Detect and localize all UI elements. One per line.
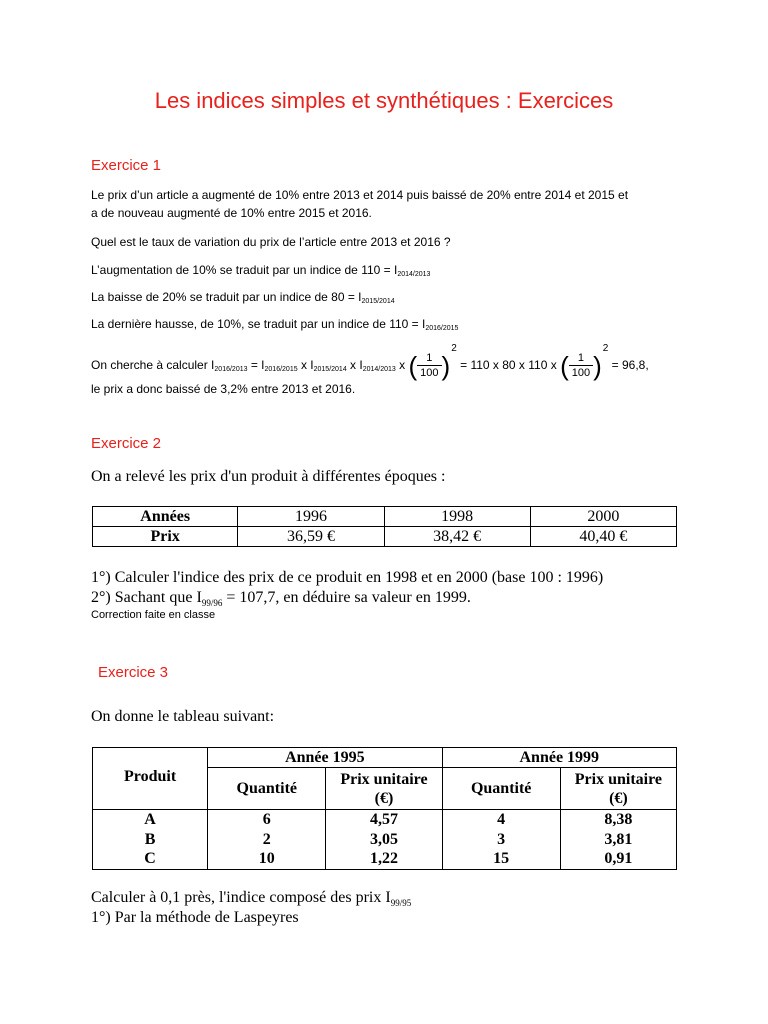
fraction	[569, 351, 593, 380]
fraction-denominator: 100	[420, 367, 439, 380]
close-paren: )	[441, 350, 451, 381]
table-cell: B	[93, 830, 208, 850]
exercise-1-line-increase	[91, 261, 681, 284]
header-quantite-1995: Quantité	[208, 768, 326, 810]
statement-line-2: a de nouveau augmenté de 10% entre 2015 et 2016.	[91, 206, 372, 220]
exercise-3-method: 1°) Par la méthode de Laspeyres	[91, 909, 299, 926]
table-cell: 1998	[384, 507, 530, 527]
exercise-3-instruction	[91, 889, 411, 908]
exercise-3-heading: Exercice 3	[98, 664, 169, 681]
table-cell: A	[93, 810, 208, 830]
table-header-row	[93, 748, 677, 768]
header-year-1999: Année 1999	[442, 748, 676, 768]
table-cell: 3,05	[326, 830, 442, 850]
calc-text: = 110 x 80 x 110 x	[456, 358, 561, 372]
exercise-1-question: Quel est le taux de variation du prix de l’article entre 2013 et 2016 ?	[91, 235, 451, 249]
table-cell: 40,40 €	[530, 527, 676, 547]
exercise-2-intro: On a relevé les prix d'un produit à différentes époques :	[91, 468, 446, 485]
exponent: 2	[451, 343, 457, 354]
index-subscript: 2016/2015	[264, 366, 298, 373]
close-paren: )	[593, 350, 602, 381]
table-row	[93, 527, 677, 547]
index-subscript: 2015/2014	[361, 298, 395, 305]
line-text: L’augmentation de 10% se traduit par un indice de 110 = I	[91, 263, 398, 277]
exercise-1-line-last-increase	[91, 315, 681, 338]
calc-text: x I	[297, 358, 314, 372]
table-cell: Prix	[93, 527, 238, 547]
quantities-prices-table	[92, 747, 677, 870]
fraction-denominator: 100	[571, 367, 591, 380]
calc-text: = 96,8,	[608, 358, 649, 372]
exercise-3-intro: On donne le tableau suivant:	[91, 708, 275, 725]
calc-text: x	[395, 358, 409, 372]
table-cell: 38,42 €	[384, 527, 530, 547]
table-row	[93, 507, 677, 527]
line-text: La baisse de 20% se traduit par un indice de 80 = I	[91, 290, 362, 304]
prices-table	[92, 506, 677, 547]
open-paren: (	[408, 350, 418, 381]
table-row	[93, 830, 677, 850]
exercise-2-question-1: 1°) Calculer l'indice des prix de ce produit en 1998 et en 2000 (base 100 : 1996)	[91, 569, 604, 586]
table-cell: 6	[208, 810, 326, 830]
exercise-2-note: Correction faite en classe	[91, 609, 216, 621]
line-text: La dernière hausse, de 10%, se traduit par un indice de 110 = I	[91, 317, 426, 331]
header-unit: (€)	[609, 789, 628, 807]
index-subscript: 2016/2013	[214, 366, 248, 373]
question-text: = 107,7, en déduire sa valeur en 1999.	[222, 589, 471, 606]
exercise-2-heading: Exercice 2	[91, 435, 162, 452]
table-cell: 15	[442, 850, 560, 870]
index-subscript: 99/96	[201, 598, 223, 609]
table-cell: 3	[442, 830, 560, 850]
index-subscript: 2014/2013	[362, 366, 396, 373]
table-cell: 3,81	[560, 830, 676, 850]
fraction-numerator: 1	[569, 351, 593, 366]
page-title: Les indices simples et synthétiques : Exercices	[154, 88, 614, 113]
table-cell: C	[93, 850, 208, 870]
header-prix-unitaire-1995	[326, 768, 442, 810]
exercise-1-conclusion: le prix a donc baissé de 3,2% entre 2013 et 2016.	[91, 382, 356, 396]
table-cell: 0,91	[560, 850, 676, 870]
calc-text: On cherche à calculer I	[91, 358, 215, 372]
exponent: 2	[602, 343, 609, 354]
header-produit: Produit	[93, 748, 208, 810]
table-cell: 2000	[530, 507, 676, 527]
exercise-2-question-2	[91, 589, 471, 608]
index-subscript: 2015/2014	[313, 366, 347, 373]
statement-line-1: Le prix d’un article a augmenté de 10% entre 2013 et 2014 puis baissé de 20% entre 2014 et 2015 et	[91, 188, 629, 202]
table-cell: 10	[208, 850, 326, 870]
table-cell: 36,59 €	[238, 527, 384, 547]
open-paren: (	[560, 350, 569, 381]
header-prix-unitaire-1999	[560, 768, 676, 810]
index-subscript: 2016/2015	[425, 325, 459, 332]
instruction-text: Calculer à 0,1 près, l'indice composé des prix I	[91, 889, 391, 906]
header-unit: (€)	[374, 789, 394, 807]
table-cell: 1996	[238, 507, 384, 527]
header-text: Prix unitaire	[340, 770, 428, 788]
index-subscript: 2014/2013	[397, 271, 431, 278]
index-subscript: 99/95	[390, 898, 412, 909]
fraction	[417, 351, 441, 380]
fraction-numerator: 1	[417, 351, 441, 366]
header-year-1995: Année 1995	[208, 748, 442, 768]
table-cell: 4	[442, 810, 560, 830]
header-quantite-1999: Quantité	[442, 768, 560, 810]
exercise-1-statement	[91, 186, 681, 222]
table-cell: 2	[208, 830, 326, 850]
exercise-1-line-decrease	[91, 288, 681, 311]
header-text: Prix unitaire	[574, 770, 663, 788]
table-cell: 4,57	[326, 810, 442, 830]
question-text: 2°) Sachant que I	[91, 589, 202, 606]
table-cell: 8,38	[560, 810, 676, 830]
exercise-1-calculation	[91, 340, 701, 380]
calc-text: = I	[247, 358, 265, 372]
exercise-1-heading: Exercice 1	[91, 157, 162, 174]
table-cell: 1,22	[326, 850, 442, 870]
table-cell: Années	[93, 507, 238, 527]
calc-text: x I	[346, 358, 363, 372]
table-row	[93, 850, 677, 870]
table-row	[93, 810, 677, 830]
